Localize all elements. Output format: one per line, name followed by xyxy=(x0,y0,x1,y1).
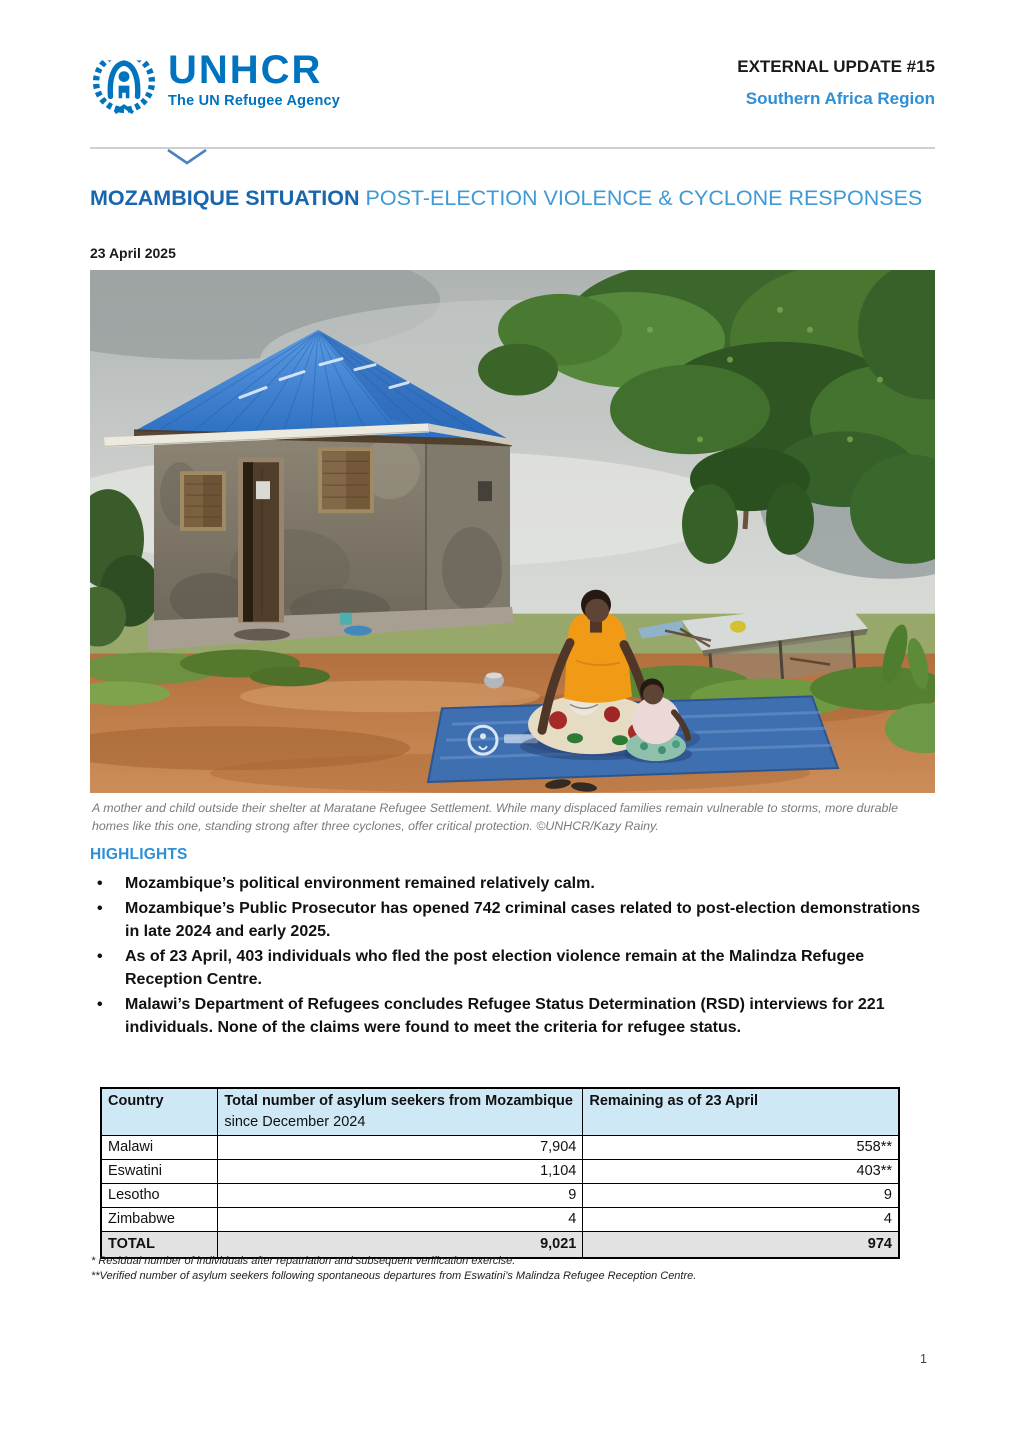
unhcr-logo-name: UNHCR xyxy=(168,48,323,92)
cell-total: 9 xyxy=(218,1184,583,1208)
cell-remaining: 403** xyxy=(583,1160,899,1184)
highlight-item xyxy=(90,897,938,944)
col-header-remaining: Remaining as of 23 April xyxy=(583,1088,899,1136)
unhcr-logo xyxy=(88,46,340,118)
cell-country: Eswatini xyxy=(101,1160,218,1184)
table-row xyxy=(101,1208,899,1232)
col-header-total-bold: Total number of asylum seekers from Mozambique xyxy=(224,1093,573,1109)
table-row xyxy=(101,1160,899,1184)
highlight-text: Mozambique’s political environment remained relatively calm. xyxy=(125,875,595,892)
cell-remaining: 9 xyxy=(583,1184,899,1208)
header-divider xyxy=(90,147,935,149)
table-row xyxy=(101,1136,899,1160)
highlights-list xyxy=(90,872,938,1041)
highlight-item xyxy=(90,872,938,896)
highlight-item xyxy=(90,993,938,1040)
unhcr-logo-tagline: The UN Refugee Agency xyxy=(168,93,341,109)
cell-total: 1,104 xyxy=(218,1160,583,1184)
cell-country: Zimbabwe xyxy=(101,1208,218,1232)
col-header-country: Country xyxy=(101,1088,218,1136)
highlights-heading: HIGHLIGHTS xyxy=(90,846,188,863)
region-label: Southern Africa Region xyxy=(745,89,935,108)
cell-total: 7,904 xyxy=(218,1136,583,1160)
cell-total-sum: 9,021 xyxy=(218,1232,583,1259)
cover-photo xyxy=(90,270,935,793)
table-row xyxy=(101,1184,899,1208)
footnote: **Verified number of asylum seekers following spontaneous departures from Eswatini’s Malindza Refugee Reception Centre. xyxy=(91,1270,697,1282)
highlight-text: Mozambique’s Public Prosecutor has opened 742 criminal cases related to post-election demonstrations in late 2024 and early 2025. xyxy=(125,899,921,940)
highlight-item xyxy=(90,945,938,992)
col-header-total xyxy=(218,1088,583,1136)
asylum-seekers-table xyxy=(100,1087,900,1259)
cell-remaining: 558** xyxy=(583,1136,899,1160)
footnote: * Residual number of individuals after repatriation and subsequent verification exercise. xyxy=(91,1255,516,1267)
highlight-text: Malawi’s Department of Refugees concludes Refugee Status Determination (RSD) interviews for 221 individuals. None of the claims were found to meet the criteria for refugee status. xyxy=(125,995,885,1036)
unhcr-emblem-icon xyxy=(88,46,160,118)
photo-caption: A mother and child outside their shelter at Maratane Refugee Settlement. While many displaced families remain vulnerable to storms, more durable homes like this one, standing strong after three cyclones, offer critical protection. ©UNHCR/Kazy Rainy. xyxy=(92,801,899,833)
cell-remaining-sum: 974 xyxy=(583,1232,899,1259)
cell-total: 4 xyxy=(218,1208,583,1232)
document-date: 23 April 2025 xyxy=(90,245,176,261)
table-header-row xyxy=(101,1088,899,1136)
table-footnotes xyxy=(91,1254,939,1284)
page-title-subtitle: POST-ELECTION VIOLENCE & CYCLONE RESPONSES xyxy=(359,186,923,210)
unhcr-logo-text xyxy=(168,46,340,109)
cell-country: Malawi xyxy=(101,1136,218,1160)
chevron-down-icon xyxy=(165,147,209,167)
page-title xyxy=(90,184,938,212)
cell-country: Lesotho xyxy=(101,1184,218,1208)
header-labels xyxy=(737,56,935,109)
page-title-main: MOZAMBIQUE SITUATION xyxy=(90,186,360,210)
col-header-total-rest: since December 2024 xyxy=(224,1114,366,1130)
cell-remaining: 4 xyxy=(583,1208,899,1232)
highlight-text: As of 23 April, 403 individuals who fled the post election violence remain at the Malindza Refugee Reception Centre. xyxy=(125,947,865,988)
cell-total-label: TOTAL xyxy=(101,1232,218,1259)
page-number: 1 xyxy=(920,1352,927,1366)
external-update-label: EXTERNAL UPDATE #15 xyxy=(737,57,935,76)
